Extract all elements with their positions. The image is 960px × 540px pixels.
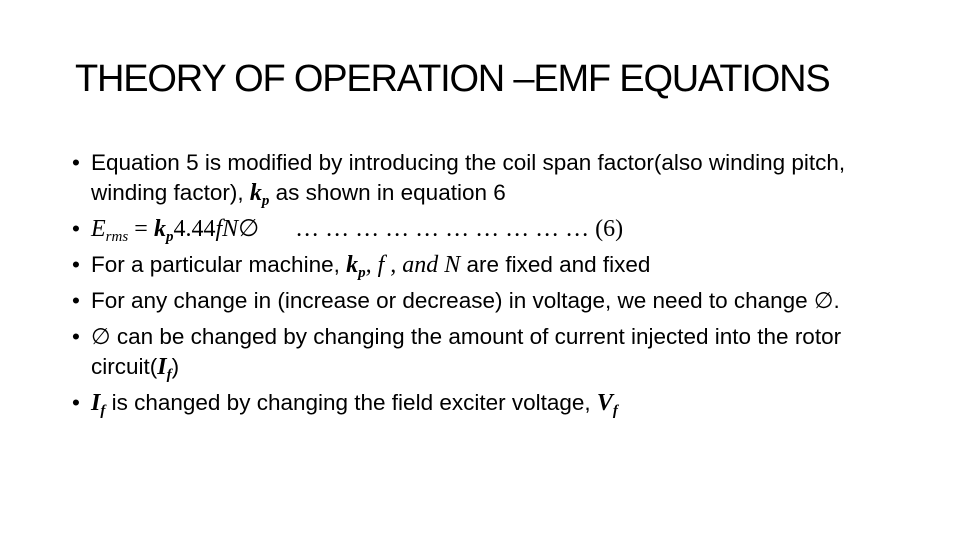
bullet-text: ∅ can be changed by changing the amount of current injected into the rotor circuit( (91, 324, 842, 379)
bullet-text: as shown in equation 6 (269, 180, 506, 205)
bullet-dot: • (72, 150, 80, 175)
kp-symbol: $k_p$ (154, 216, 174, 245)
constant-value: 4.44 (173, 216, 216, 242)
bullet-item-exciter (72, 388, 862, 418)
bullet-text: For a particular machine, (91, 252, 347, 277)
bullet-item-voltage-change (72, 286, 862, 316)
bullet-dot: • (72, 390, 80, 415)
bullet-text: Equation 5 is modified by introducing the coil span factor(also winding pitch, winding factor), (91, 150, 846, 205)
bullet-item-fixed-params (72, 250, 862, 280)
vf-symbol: $V_f$ (596, 390, 618, 419)
if-symbol: $I_f$ (91, 390, 106, 419)
bullet-item-emf-equation (72, 214, 862, 244)
bullet-dot: • (72, 288, 80, 313)
bullet-dot: • (72, 324, 80, 349)
bullet-item-coil-span (72, 148, 862, 208)
bullet-item-flux-change (72, 322, 862, 382)
equals-sign: = (128, 216, 148, 242)
f-n-symbols: fN (215, 216, 239, 242)
bullet-dot: • (72, 216, 80, 241)
flux-symbol: ∅ (238, 216, 260, 242)
bullet-text: ) (171, 354, 180, 379)
if-symbol: $I_f$ (157, 354, 172, 383)
slide-title: THEORY OF OPERATION –EMF EQUATIONS (75, 58, 830, 100)
bullet-text: For any change in (increase or decrease) in voltage, we need to change ∅. (91, 288, 840, 313)
equation-number: … … … … … … … … … … (6) (295, 216, 624, 242)
f-and-n-symbols: , f , and N (365, 252, 461, 278)
bullet-dot: • (72, 252, 80, 277)
bullet-list (72, 148, 862, 424)
bullet-text: is changed by changing the field exciter voltage, (105, 390, 597, 415)
kp-symbol: $k_p$ (346, 252, 366, 281)
bullet-text: are fixed and fixed (460, 252, 651, 277)
erms-symbol: $E_{rms}$ (91, 216, 129, 245)
kp-symbol: $k_p$ (249, 180, 270, 209)
